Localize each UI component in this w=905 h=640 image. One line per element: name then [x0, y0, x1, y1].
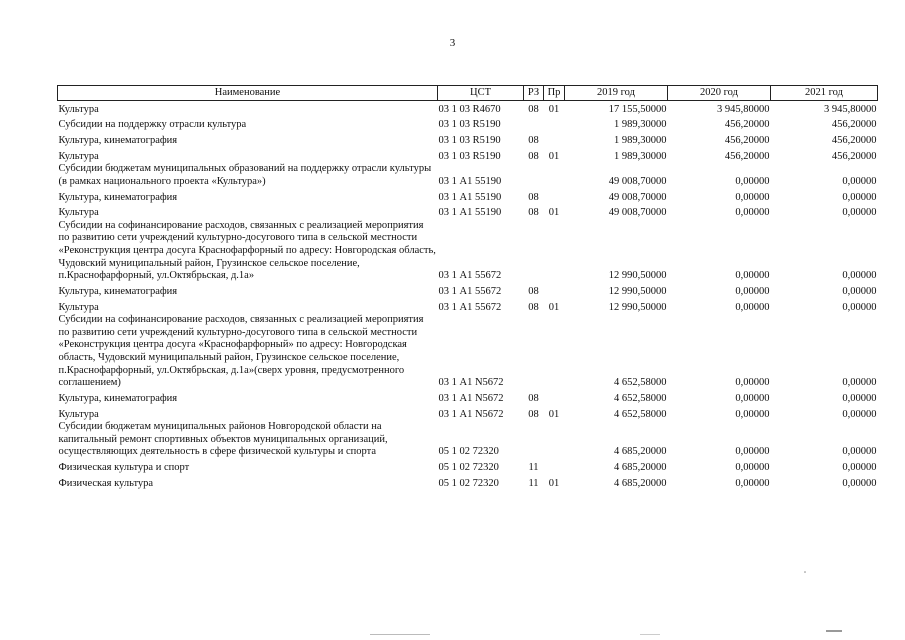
cell-2019: 1 989,30000 [614, 134, 667, 146]
cell-cst: 03 1 А1 N5672 [438, 377, 504, 389]
cell-2021: 456,20000 [831, 119, 877, 131]
cell-2021: 0,00000 [842, 392, 877, 404]
cell-2019: 4 652,58000 [614, 377, 667, 389]
cell-name: Субсидии бюджетам муниципальных районов Новгородской области на капитальный ремонт спортивных объектов муниципальных организаций, осуществляющих деятельность в сфере физической культуры и спорта [58, 421, 388, 458]
cell-2019: 4 685,20000 [614, 461, 667, 473]
table-row [58, 459, 878, 475]
table-row [58, 390, 878, 406]
cell-pr: 01 [548, 150, 560, 162]
cell-cst: 03 1 03 R5190 [438, 150, 501, 162]
cell-2019: 4 685,20000 [614, 477, 667, 489]
table-row [58, 283, 878, 299]
cell-2021: 0,00000 [842, 377, 877, 389]
cell-rz [524, 220, 544, 283]
cell-name: Культура, кинематография [58, 285, 178, 297]
cell-2019: 49 008,70000 [608, 175, 667, 187]
cell-name: Культура [58, 408, 99, 420]
cell-cst: 05 1 02 72320 [438, 477, 499, 489]
cell-2021: 0,00000 [842, 285, 877, 297]
cell-rz [524, 163, 544, 188]
cell-2021: 0,00000 [842, 446, 877, 458]
cell-2019: 1 989,30000 [614, 119, 667, 131]
cell-pr [544, 220, 565, 283]
cell-pr [544, 421, 565, 459]
cell-2020: 0,00000 [735, 461, 770, 473]
table-row [58, 101, 878, 117]
cell-name: Культура [58, 301, 99, 313]
table-row [58, 220, 878, 283]
cell-cst: 03 1 А1 55672 [438, 285, 502, 297]
cell-pr [544, 116, 565, 132]
cell-cst: 03 1 03 R5190 [438, 119, 501, 131]
cell-2021: 0,00000 [842, 477, 877, 489]
cell-pr [544, 390, 565, 406]
cell-2019: 12 990,50000 [608, 301, 667, 313]
cell-pr: 01 [548, 207, 560, 219]
cell-rz: 08 [528, 103, 539, 115]
header-name: Наименование [58, 86, 438, 101]
cell-name: Культура, кинематография [58, 191, 178, 203]
cell-rz: 11 [528, 461, 539, 473]
cell-cst: 05 1 02 72320 [438, 446, 499, 458]
header-2020: 2020 год [668, 86, 771, 101]
cell-2020: 456,20000 [724, 134, 770, 146]
cell-2019: 12 990,50000 [608, 285, 667, 297]
cell-2020: 3 945,80000 [717, 103, 770, 115]
cell-2020: 0,00000 [735, 408, 770, 420]
cell-2019: 4 652,58000 [614, 392, 667, 404]
cell-name: Физическая культура [58, 477, 154, 489]
cell-name: Субсидии на софинансирование расходов, связанных с реализацией мероприятия по развитию сети учреждений культурно-досугового типа в сельской местности «Реконструкция центра досуга «Краснофарфорный» по адресу: Новгородская область, Чудовский муниципальный район, Грузинское сельское поселение, п.Краснофарфорный, ул.Октябрьская, д.1а»(сверх уровня, предусмотренного соглашением) [58, 314, 424, 389]
cell-cst: 03 1 А1 55672 [438, 301, 502, 313]
cell-rz: 08 [528, 285, 539, 297]
cell-cst: 03 1 А1 55190 [438, 207, 502, 219]
cell-2021: 0,00000 [842, 270, 877, 282]
cell-cst: 03 1 03 R5190 [438, 134, 501, 146]
cell-rz: 08 [528, 408, 539, 420]
cell-2021: 0,00000 [842, 191, 877, 203]
cell-pr [544, 314, 565, 390]
cell-2020: 0,00000 [735, 285, 770, 297]
cell-rz [524, 116, 544, 132]
cell-pr: 01 [548, 301, 560, 313]
cell-name: Субсидии бюджетам муниципальных образований на поддержку отрасли культуры (в рамках национального проекта «Культура») [58, 163, 432, 187]
cell-2020: 0,00000 [735, 207, 770, 219]
cell-name: Субсидии на поддержку отрасли культура [58, 119, 247, 131]
cell-rz: 08 [528, 150, 539, 162]
cell-2021: 0,00000 [842, 408, 877, 420]
cell-pr [544, 163, 565, 188]
cell-name: Культура [58, 103, 99, 115]
cell-2020: 0,00000 [735, 301, 770, 313]
cell-name: Культура, кинематография [58, 134, 178, 146]
cell-name: Культура, кинематография [58, 392, 178, 404]
cell-cst: 03 1 А1 N5672 [438, 392, 504, 404]
cell-2021: 456,20000 [831, 150, 877, 162]
table-header-row [58, 86, 878, 101]
cell-2020: 456,20000 [724, 119, 770, 131]
table-row [58, 148, 878, 164]
header-cst: ЦСТ [438, 86, 524, 101]
budget-table [57, 85, 878, 490]
cell-2020: 0,00000 [735, 377, 770, 389]
cell-2020: 0,00000 [735, 270, 770, 282]
cell-2019: 4 652,58000 [614, 408, 667, 420]
cell-2019: 49 008,70000 [608, 191, 667, 203]
cell-cst: 03 1 А1 55672 [438, 270, 502, 282]
cell-cst: 03 1 А1 N5672 [438, 408, 504, 420]
table-row [58, 116, 878, 132]
cell-2019: 4 685,20000 [614, 446, 667, 458]
cell-2021: 0,00000 [842, 175, 877, 187]
cell-rz [524, 314, 544, 390]
table-row [58, 163, 878, 188]
cell-2019: 49 008,70000 [608, 207, 667, 219]
cell-2020: 0,00000 [735, 392, 770, 404]
cell-rz: 11 [528, 477, 539, 489]
header-pr: Пр [544, 86, 565, 101]
cell-rz: 08 [528, 134, 539, 146]
cell-2019: 17 155,50000 [608, 103, 667, 115]
table-row [58, 314, 878, 390]
cell-rz: 08 [528, 207, 539, 219]
table-row [58, 132, 878, 148]
header-2019: 2019 год [565, 86, 668, 101]
table-row [58, 298, 878, 314]
cell-cst: 03 1 А1 55190 [438, 191, 502, 203]
cell-2020: 0,00000 [735, 446, 770, 458]
table-row [58, 475, 878, 491]
cell-2020: 0,00000 [735, 191, 770, 203]
cell-2021: 3 945,80000 [824, 103, 877, 115]
cell-name: Субсидии на софинансирование расходов, связанных с реализацией мероприятия по развитию сети учреждений культурно-досугового типа в сельской местности «Реконструкция центра досуга Краснофарфорный по адресу: Новгородская область, Чудовский муниципальный район, Грузинское сельское поселение, п.Краснофарфорный, ул.Октябрьская, д.1а» [58, 219, 436, 282]
cell-rz: 08 [528, 191, 539, 203]
table-row [58, 188, 878, 204]
cell-2021: 0,00000 [842, 301, 877, 313]
cell-2019: 1 989,30000 [614, 150, 667, 162]
page-number: 3 [449, 37, 456, 49]
table-row [58, 421, 878, 459]
cell-cst: 03 1 03 R4670 [438, 103, 501, 115]
header-rz: РЗ [524, 86, 544, 101]
cell-pr: 01 [548, 477, 560, 489]
cell-pr [544, 132, 565, 148]
cell-2020: 0,00000 [735, 477, 770, 489]
cell-pr [544, 459, 565, 475]
cell-pr: 01 [548, 408, 560, 420]
cell-2020: 0,00000 [735, 175, 770, 187]
cell-pr [544, 283, 565, 299]
cell-rz [524, 421, 544, 459]
cell-pr: 01 [548, 103, 560, 115]
cell-2020: 456,20000 [724, 150, 770, 162]
cell-name: Культура [58, 150, 99, 162]
cell-2021: 0,00000 [842, 461, 877, 473]
cell-2021: 456,20000 [831, 134, 877, 146]
cell-name: Физическая культура и спорт [58, 461, 190, 473]
cell-rz: 08 [528, 301, 539, 313]
header-2021: 2021 год [771, 86, 878, 101]
cell-2021: 0,00000 [842, 207, 877, 219]
cell-pr [544, 188, 565, 204]
cell-2019: 12 990,50000 [608, 270, 667, 282]
table-row [58, 405, 878, 421]
cell-cst: 03 1 А1 55190 [438, 175, 502, 187]
cell-cst: 05 1 02 72320 [438, 461, 499, 473]
cell-rz: 08 [528, 392, 539, 404]
cell-name: Культура [58, 207, 99, 219]
table-row [58, 204, 878, 220]
